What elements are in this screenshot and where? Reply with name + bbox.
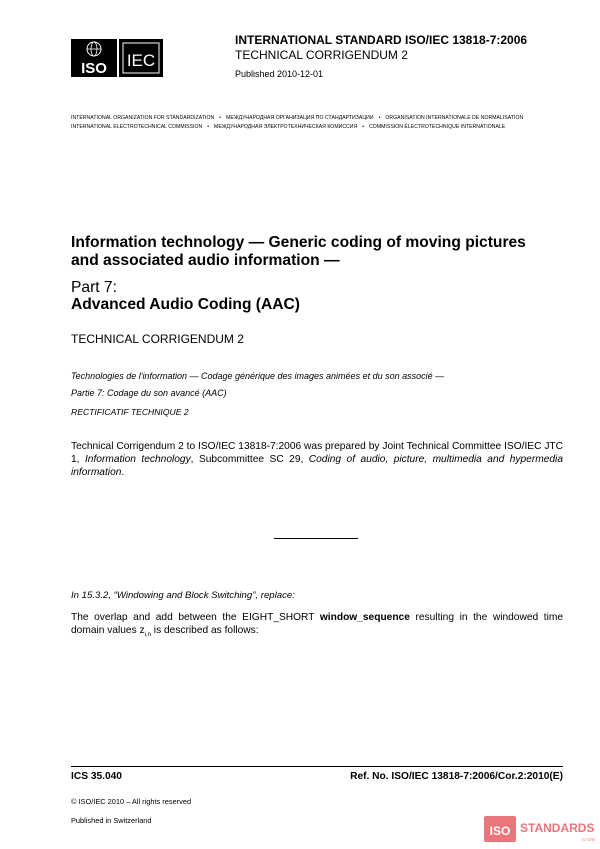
bullet: •	[207, 124, 210, 130]
org-iec-en: INTERNATIONAL ELECTROTECHNICAL COMMISSION	[71, 124, 203, 130]
reference-number: Ref. No. ISO/IEC 13818-7:2006/Cor.2:2010(E)	[350, 771, 563, 782]
body-paragraph: The overlap and add between the EIGHT_SHORT window_sequence resulting in the windowed time domain values $z_{i,n}$ is described as follows:	[71, 612, 563, 639]
standard-number: INTERNATIONAL STANDARD ISO/IEC 13818-7:2006	[235, 33, 528, 47]
published-in: Published in Switzerland	[71, 816, 152, 825]
bullet: •	[378, 115, 381, 121]
logo-iso-text: ISO	[81, 60, 107, 77]
part-number: Part 7:	[71, 279, 117, 296]
french-corrigendum: RECTIFICATIF TECHNIQUE 2	[71, 407, 189, 417]
organizations-row-2	[71, 124, 505, 130]
organizations-row-1	[71, 115, 523, 121]
part-title: Advanced Audio Coding (AAC)	[71, 296, 300, 313]
document-type: TECHNICAL CORRIGENDUM 2	[235, 48, 408, 62]
org-iso-ru: МЕЖДУНАРОДНАЯ ОРГАНИЗАЦИЯ ПО СТАНДАРТИЗАЦИИ	[226, 115, 374, 121]
corrigendum-heading: TECHNICAL CORRIGENDUM 2	[71, 332, 244, 346]
iso-standards-watermark	[484, 813, 596, 845]
bullet: •	[219, 115, 222, 121]
french-part: Partie 7: Codage du son avancé (AAC)	[71, 388, 227, 398]
org-iso-en: INTERNATIONAL ORGANIZATION FOR STANDARDIZATION	[71, 115, 215, 121]
watermark-store-text: STORE	[582, 837, 596, 842]
document-title: Information technology — Generic coding of moving pictures and associated audio information —	[71, 234, 526, 269]
watermark-standards-text: STANDARDS	[520, 821, 595, 835]
french-title: Technologies de l'information — Codage générique des images animées et du son associé —	[71, 371, 445, 381]
intro-paragraph: Technical Corrigendum 2 to ISO/IEC 13818-7:2006 was prepared by Joint Technical Committee ISO/IEC JTC 1, Information technology, Subcommittee SC 29, Coding of audio, picture, multimedia and hypermedia information.	[71, 441, 563, 478]
org-iso-fr: ORGANISATION INTERNATIONALE DE NORMALISATION	[385, 115, 524, 121]
org-iec-ru: МЕЖДУНАРОДНАЯ ЭЛЕКТРОТЕХНИЧЕСКАЯ КОМИССИЯ	[214, 124, 358, 130]
footer-rule	[71, 766, 563, 767]
iso-iec-logo	[71, 39, 163, 77]
logo-iec-text: IEC	[126, 51, 156, 70]
bullet: •	[362, 124, 365, 130]
published-date: Published 2010-12-01	[235, 69, 324, 79]
copyright-notice: © ISO/IEC 2010 – All rights reserved	[71, 797, 192, 806]
replace-instruction: In 15.3.2, “Windowing and Block Switching”, replace:	[71, 590, 295, 601]
ics-code: ICS 35.040	[71, 771, 122, 782]
section-divider	[274, 538, 358, 539]
org-iec-fr: COMMISSION ÉLECTROTECHNIQUE INTERNATIONALE	[369, 124, 506, 130]
watermark-iso-text: ISO	[489, 824, 511, 838]
